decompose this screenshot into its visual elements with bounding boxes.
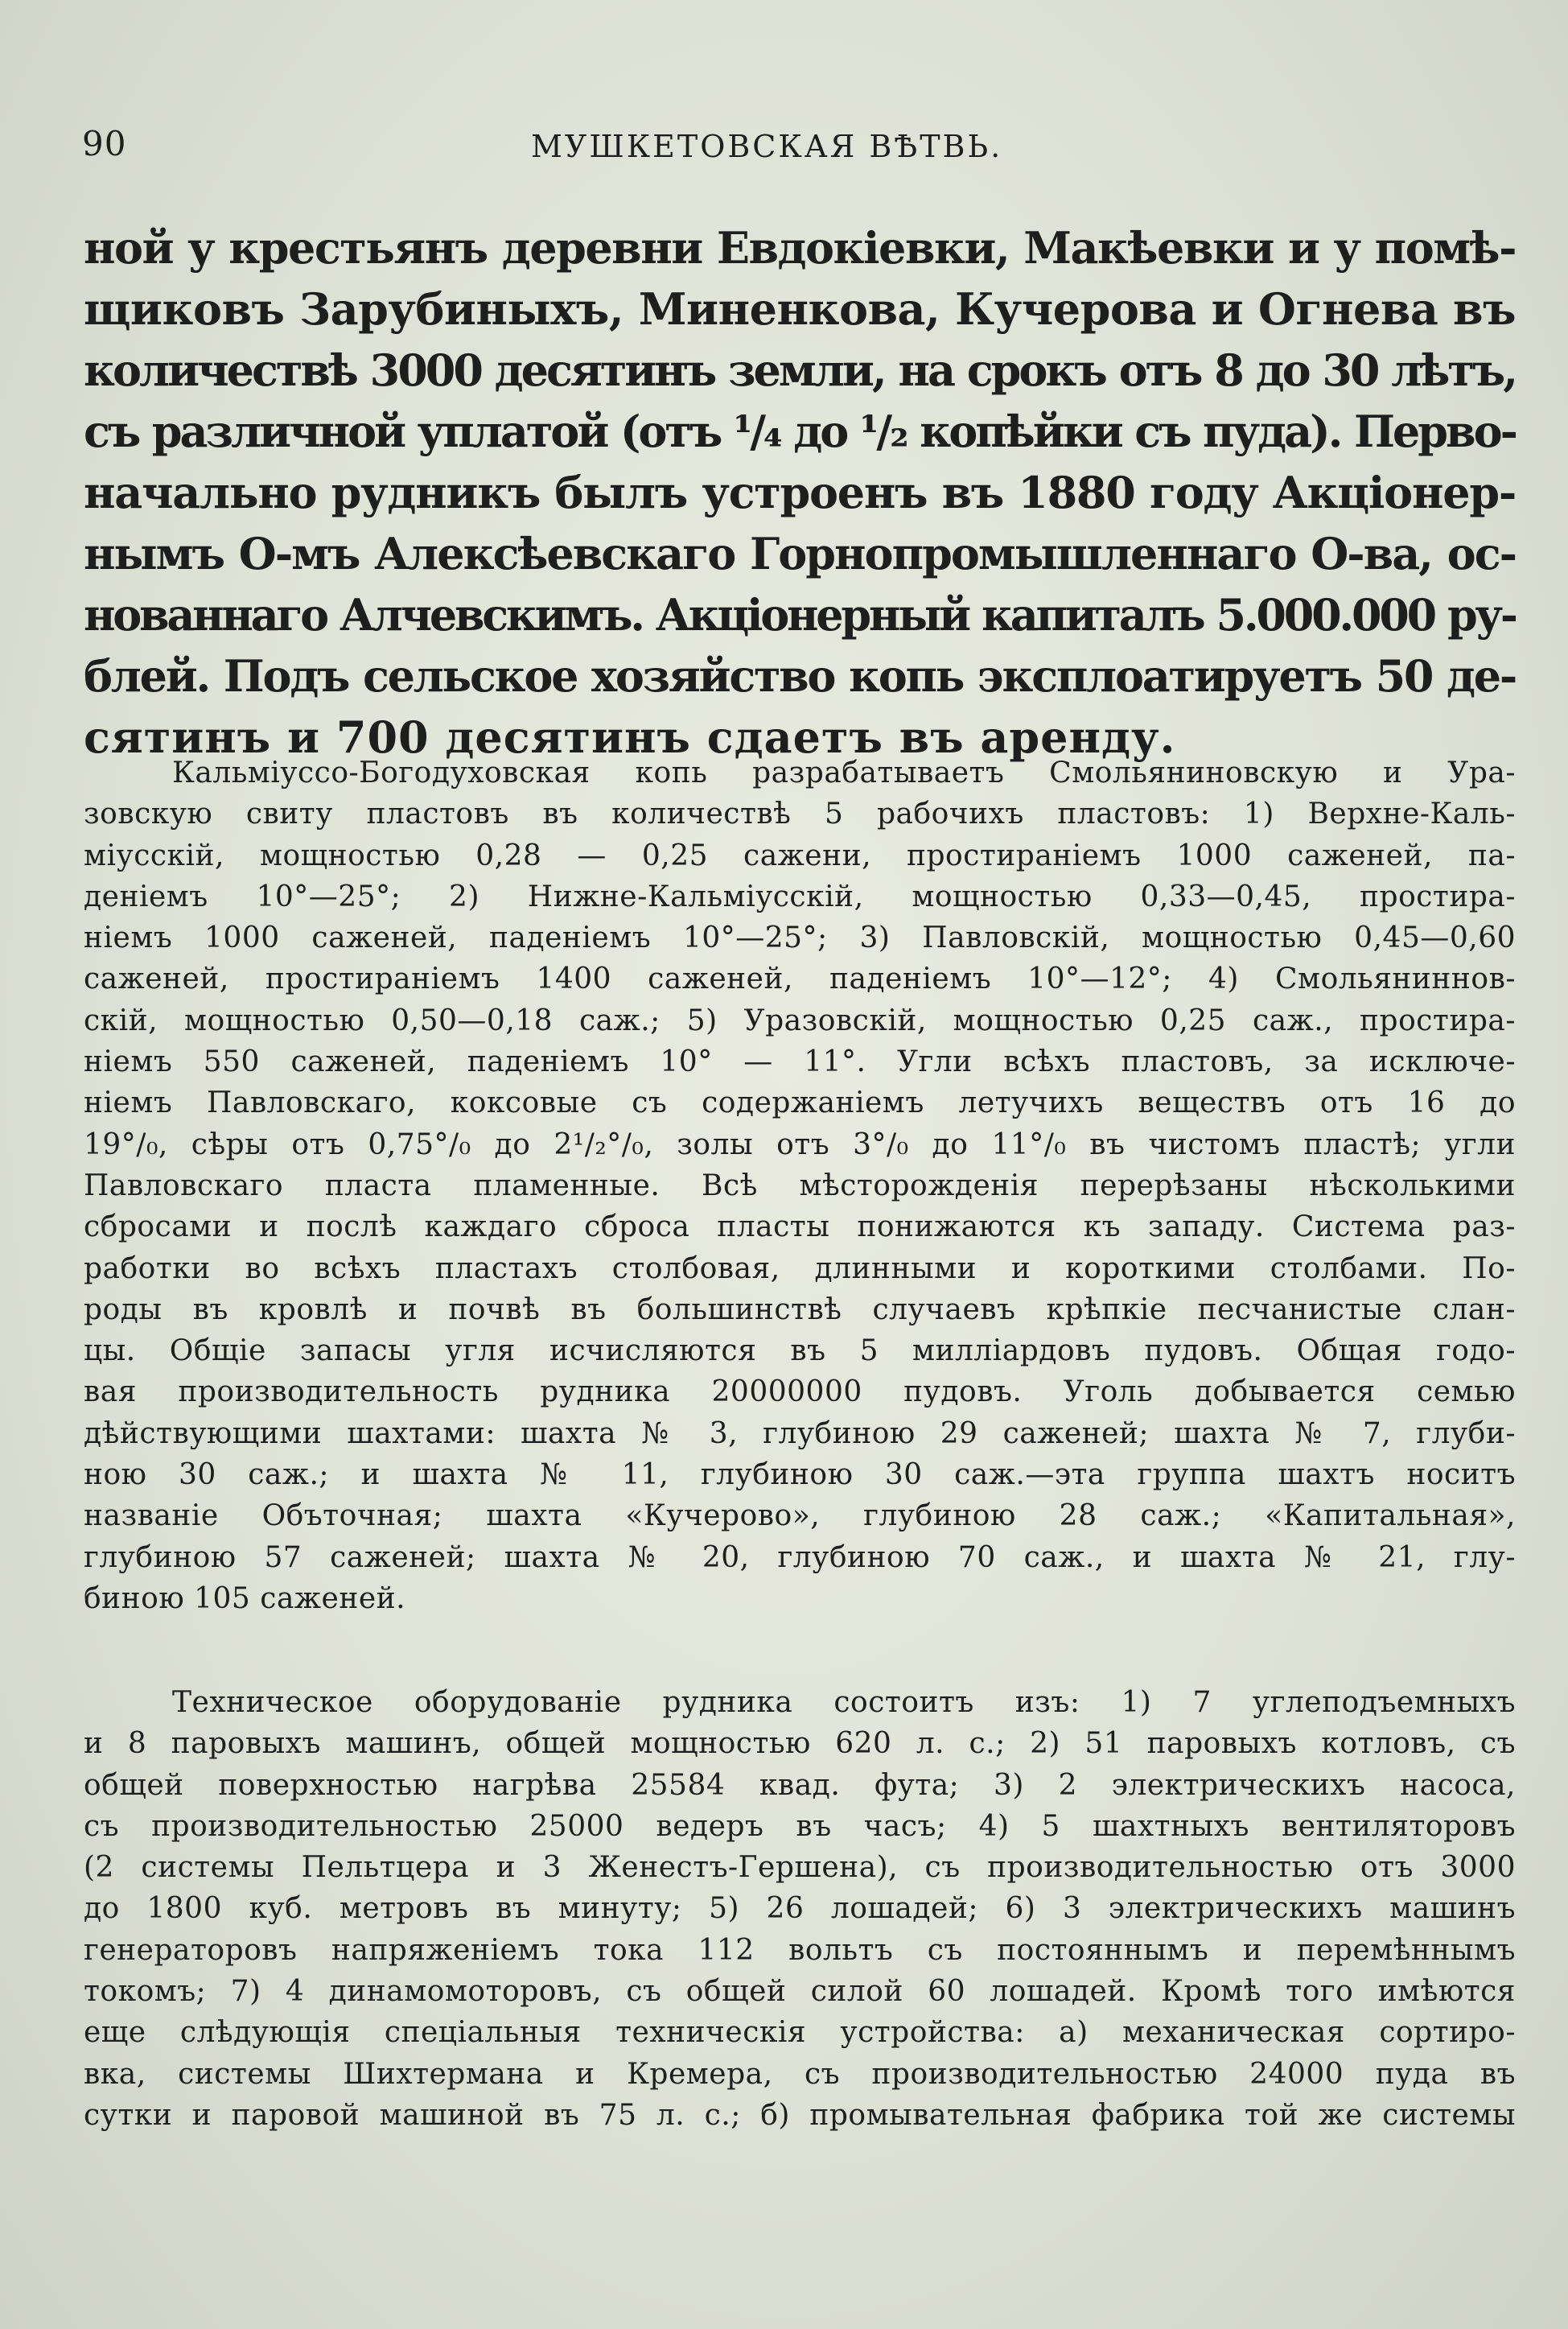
- text-line: генераторовъ напряженіемъ тока 112 вольтъ съ постояннымъ и перемѣннымъ: [84, 1933, 1516, 1967]
- text-line: сутки и паровой машиной въ 75 л. с.; б) промывательная фабрика той же системы: [84, 2098, 1516, 2132]
- text-line: начально рудникъ былъ устроенъ въ 1880 году Акціонер-: [84, 467, 1516, 518]
- text-line: ніемъ 1000 саженей, паденіемъ 10°—25°; 3) Павловскій, мощностью 0,45—0,60: [84, 921, 1516, 955]
- text-line: скій, мощностью 0,50—0,18 саж.; 5) Уразовскій, мощностью 0,25 саж., простира-: [84, 1004, 1516, 1037]
- text-line: вка, системы Шихтермана и Кремера, съ производительностью 24000 пуда въ: [84, 2057, 1516, 2091]
- text-line: блей. Подъ сельское хозяйство копь эксплоатируетъ 50 де-: [84, 650, 1516, 702]
- text-line: міусскій, мощностью 0,28 — 0,25 сажени, простираніемъ 1000 саженей, па-: [84, 839, 1516, 872]
- coal-seams-paragraph: [84, 752, 1516, 1619]
- text-line: сятинъ и 700 десятинъ сдаетъ въ аренду.: [84, 711, 1176, 763]
- text-line: (2 системы Пельтцера и 3 Женестъ-Гершена), съ производительностью отъ 3000: [84, 1851, 1516, 1885]
- text-line: роды въ кровлѣ и почвѣ въ большинствѣ случаевъ крѣпкіе песчанистые слан-: [84, 1292, 1516, 1326]
- text-line: и 8 паровыхъ машинъ, общей мощностью 620 л. с.; 2) 51 паровыхъ котловъ, съ: [84, 1727, 1516, 1761]
- text-line: зовскую свиту пластовъ въ количествѣ 5 рабочихъ пластовъ: 1) Верхне-Каль-: [84, 798, 1516, 831]
- text-line: ной у крестьянъ деревни Евдокіевки, Макѣевки и у помѣ-: [84, 222, 1516, 274]
- text-line: щиковъ Зарубиныхъ, Миненкова, Кучерова и Огнева въ: [84, 283, 1516, 335]
- text-line: Кальміуссо-Богодуховская копь разрабатываетъ Смольяниновскую и Ура-: [172, 756, 1516, 789]
- text-line: работки во всѣхъ пластахъ столбовая, длинными и короткими столбами. По-: [84, 1251, 1516, 1285]
- running-title: МУШКЕТОВСКАЯ ВѢТВЬ.: [531, 129, 1003, 164]
- running-head: [80, 121, 1480, 169]
- text-line: нымъ О-мъ Алексѣевскаго Горнопромышленнаго О-ва, ос-: [84, 528, 1516, 579]
- lead-paragraph: [84, 217, 1516, 768]
- text-line: ною 30 саж.; и шахта № 11, глубиною 30 саж.—эта группа шахтъ носитъ: [84, 1458, 1516, 1492]
- text-line: Павловскаго пласта пламенные. Всѣ мѣсторожденія перерѣзаны нѣсколькими: [84, 1169, 1516, 1202]
- text-line: Техническое оборудованіе рудника состоитъ изъ: 1) 7 углеподъемныхъ: [172, 1686, 1516, 1719]
- text-line: количествѣ 3000 десятинъ земли, на срокъ отъ 8 до 30 лѣтъ,: [84, 344, 1516, 396]
- text-line: нованнаго Алчевскимъ. Акціонерный капиталъ 5.000.000 ру-: [84, 589, 1516, 641]
- text-line: 19°/₀, сѣры отъ 0,75°/₀ до 2¹/₂°/₀, золы отъ 3°/₀ до 11°/₀ въ чистомъ пластѣ; угли: [84, 1127, 1516, 1161]
- text-line: дѣйствующими шахтами: шахта № 3, глубиною 29 саженей; шахта № 7, глуби-: [84, 1416, 1516, 1450]
- text-line: ніемъ Павловскаго, коксовые съ содержаніемъ летучихъ веществъ отъ 16 до: [84, 1086, 1516, 1120]
- text-line: деніемъ 10°—25°; 2) Нижне-Кальміусскій, мощностью 0,33—0,45, простира-: [84, 880, 1516, 913]
- text-line: общей поверхностью нагрѣва 25584 квад. фута; 3) 2 электрическихъ насоса,: [84, 1768, 1516, 1802]
- text-line: саженей, простираніемъ 1400 саженей, паденіемъ 10°—12°; 4) Смольяниннов-: [84, 963, 1516, 996]
- text-line: ніемъ 550 саженей, паденіемъ 10° — 11°. Угли всѣхъ пластовъ, за исключе-: [84, 1045, 1516, 1079]
- text-line: вая производительность рудника 20000000 пудовъ. Уголь добывается семью: [84, 1375, 1516, 1409]
- text-line: съ производительностью 25000 ведеръ въ часъ; 4) 5 шахтныхъ вентиляторовъ: [84, 1809, 1516, 1843]
- text-line: сбросами и послѣ каждаго сброса пласты понижаются къ западу. Система раз-: [84, 1210, 1516, 1244]
- text-line: глубиною 57 саженей; шахта № 20, глубиною 70 саж., и шахта № 21, глу-: [84, 1540, 1516, 1574]
- page-number: 90: [82, 124, 127, 163]
- text-line: еще слѣдующія спеціальныя техническія устройства: а) механическая сортиро-: [84, 2016, 1516, 2050]
- text-line: названіе Объточная; шахта «Кучерово», глубиною 28 саж.; «Капитальная»,: [84, 1499, 1516, 1533]
- text-line: съ различной уплатой (отъ ¹/₄ до ¹/₂ копѣйки съ пуда). Перво-: [84, 406, 1516, 457]
- equipment-paragraph: [84, 1682, 1516, 2136]
- text-line: биною 105 саженей.: [84, 1581, 406, 1615]
- text-line: до 1800 куб. метровъ въ минуту; 5) 26 лошадей; 6) 3 электрическихъ машинъ: [84, 1892, 1516, 1926]
- text-line: цы. Общіе запасы угля исчисляются въ 5 милліардовъ пудовъ. Общая годо-: [84, 1334, 1516, 1368]
- text-line: токомъ; 7) 4 динамомоторовъ, съ общей силой 60 лошадей. Кромѣ того имѣются: [84, 1975, 1516, 2009]
